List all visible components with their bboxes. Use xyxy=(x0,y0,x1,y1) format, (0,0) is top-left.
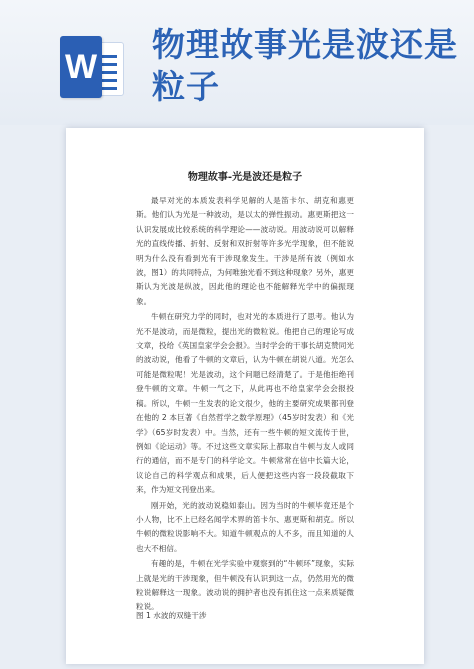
word-document-icon xyxy=(60,36,126,98)
document-page xyxy=(66,128,424,664)
document-title: 物理故事-光是波还是粒子 xyxy=(187,172,303,183)
paragraph: 有趣的是，牛顿在光学实验中观察到的“牛顿环”现象，实际上就是光的干涉现象，但牛顿没有认识到这一点，仍然用光的微粒说解释这一现象。波动说的拥护者也没有抓住这一点来质疑微粒说。 xyxy=(136,559,354,612)
paragraph: 最早对光的本质发表科学见解的人是笛卡尔、胡克和惠更斯。他们认为光是一种波动，是以太的弹性振动。惠更斯把这一认识发展成比较系统的科学理论——波动说。用波动说可以解释光的直线传播、折射、反射和双折射等许多光学现象，但不能说明为什么没有看到光有干涉现象发生。干涉是所有波（例如水波，图1）的共同特点，为何唯独光看不到这种现象？另外，惠更斯认为光波是纵波，因此他的理论也不能解释光学中的偏振现象。 xyxy=(136,196,354,306)
page-title: 物理故事光是波还是粒子 xyxy=(152,25,458,106)
header-banner xyxy=(0,0,474,125)
figure-caption: 图 1 水波的双缝干涉 xyxy=(136,611,207,620)
paragraph: 刚开始，光的波动说稳如泰山。因为当时的牛顿毕竟还是个小人物，比不上已经名闻学术界的笛卡尔、惠更斯和胡克。所以牛顿的微粒说影响不大。知道牛顿观点的人不多，而且知道的人也大不相信。 xyxy=(136,500,354,553)
paragraph: 牛顿在研究力学的同时，也对光的本质进行了思考。他认为光不是波动，而是微粒，提出光的微粒说。他把自己的理论写成文章，投给《英国皇家学会会报》。当时学会的干事长胡克赞同光的波动说，他看了牛顿的文章后，认为牛顿在胡说八道。光怎么可能是微粒呢！光是波动，这个问题已经清楚了。于是他拒绝刊登牛顿的文章。牛顿一气之下，从此再也不给皇家学会会报投稿。所以，牛顿一生发表的论文很少，他的主要研究成果都刊登在他的 2 本巨著《自然哲学之数学原理》（45岁时发表）和《光学》（65岁时发表）中。当然，还有一些牛顿的短文流传于世，例如《论运动》等。不过这些文章实际上都取自牛顿与友人或同行的通信，而不是专门的科学论文。牛顿常常在信中长篇大论，议论自己的科学观点和成果，后人便把这些内容一段段截取下来，作为短文刊登出来。 xyxy=(136,312,354,495)
document-body xyxy=(136,194,354,616)
word-w-badge: W xyxy=(60,36,102,98)
